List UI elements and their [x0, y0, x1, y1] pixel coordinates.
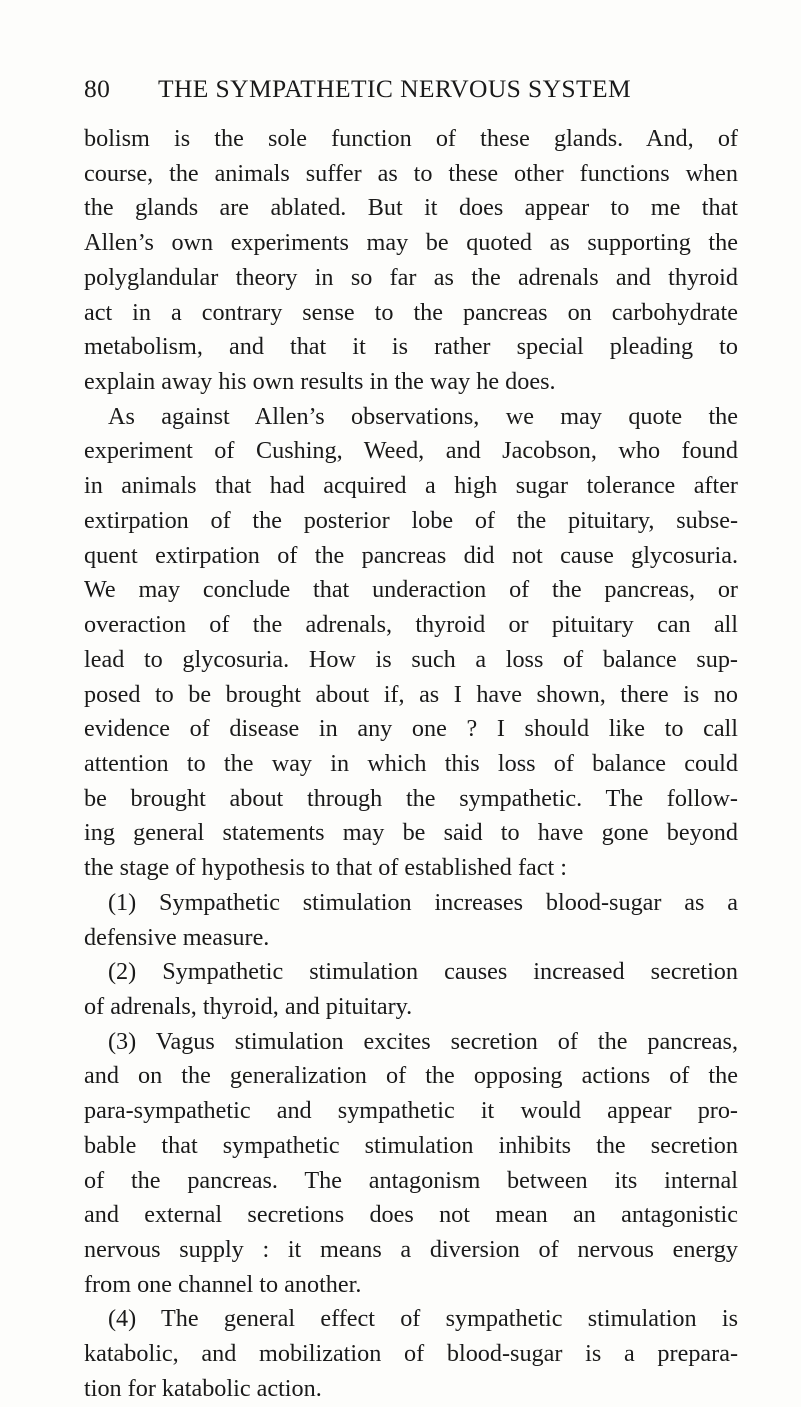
text-line: bable that sympathetic stimulation inhibits the secretion [84, 1131, 738, 1159]
text-line: attention to the way in which this loss of balance could [84, 749, 738, 777]
page-number: 80 [84, 74, 111, 103]
text-line: ing general statements may be said to have gone beyond [84, 819, 738, 847]
text-line: experiment of Cushing, Weed, and Jacobson, who found [84, 437, 738, 465]
text-line: and external secretions does not mean an antagonistic [84, 1201, 738, 1229]
text-line: nervous supply : it means a diversion of nervous energy [84, 1236, 738, 1263]
text-line: of the pancreas. The antagonism between its internal [84, 1166, 738, 1194]
text-line: (3) Vagus stimulation excites secretion of the pancreas, [108, 1027, 738, 1055]
text-line: in animals that had acquired a high sugar tolerance after [84, 472, 738, 500]
text-line: evidence of disease in any one ? I should like to call [84, 715, 738, 743]
text-line: Allen’s own experiments may be quoted as supporting the [84, 229, 738, 257]
text-line: (4) The general effect of sympathetic stimulation is [108, 1305, 738, 1333]
text-line: from one channel to another. [84, 1270, 362, 1298]
text-line: metabolism, and that it is rather special pleading to [84, 333, 738, 361]
text-line: tion for katabolic action. [84, 1374, 322, 1402]
text-line: (1) Sympathetic stimulation increases blood-sugar as a [108, 888, 738, 916]
text-line: the stage of hypothesis to that of established fact : [84, 854, 567, 882]
text-line: defensive measure. [84, 923, 270, 951]
running-header [84, 74, 744, 104]
text-line: the glands are ablated. But it does appear to me that [84, 194, 738, 222]
text-line: and on the generalization of the opposing actions of the [84, 1062, 738, 1090]
text-line: extirpation of the posterior lobe of the pituitary, subse- [84, 506, 738, 534]
text-line: explain away his own results in the way he does. [84, 368, 556, 396]
text-line: posed to be brought about if, as I have shown, there is no [84, 680, 738, 708]
text-line: (2) Sympathetic stimulation causes increased secretion [108, 958, 738, 986]
text-line: overaction of the adrenals, thyroid or pituitary can all [84, 611, 738, 639]
text-line: para-sympathetic and sympathetic it would appear pro- [84, 1097, 738, 1125]
text-line: be brought about through the sympathetic. The follow- [84, 784, 738, 812]
text-line: bolism is the sole function of these glands. And, of [84, 125, 738, 152]
text-line: of adrenals, thyroid, and pituitary. [84, 992, 413, 1020]
text-line: We may conclude that underaction of the pancreas, or [84, 576, 738, 604]
body-text [84, 122, 738, 1407]
text-line: quent extirpation of the pancreas did not cause glycosuria. [84, 541, 738, 569]
running-title: THE SYMPATHETIC NERVOUS SYSTEM [158, 74, 632, 103]
text-line: lead to glycosuria. How is such a loss of balance sup- [84, 645, 738, 673]
text-line: polyglandular theory in so far as the adrenals and thyroid [84, 263, 738, 291]
text-line: As against Allen’s observations, we may quote the [108, 402, 738, 430]
text-line: course, the animals suffer as to these other functions when [84, 159, 738, 187]
text-line: katabolic, and mobilization of blood-sugar is a prepara- [84, 1340, 738, 1368]
text-line: act in a contrary sense to the pancreas on carbohydrate [84, 298, 738, 326]
